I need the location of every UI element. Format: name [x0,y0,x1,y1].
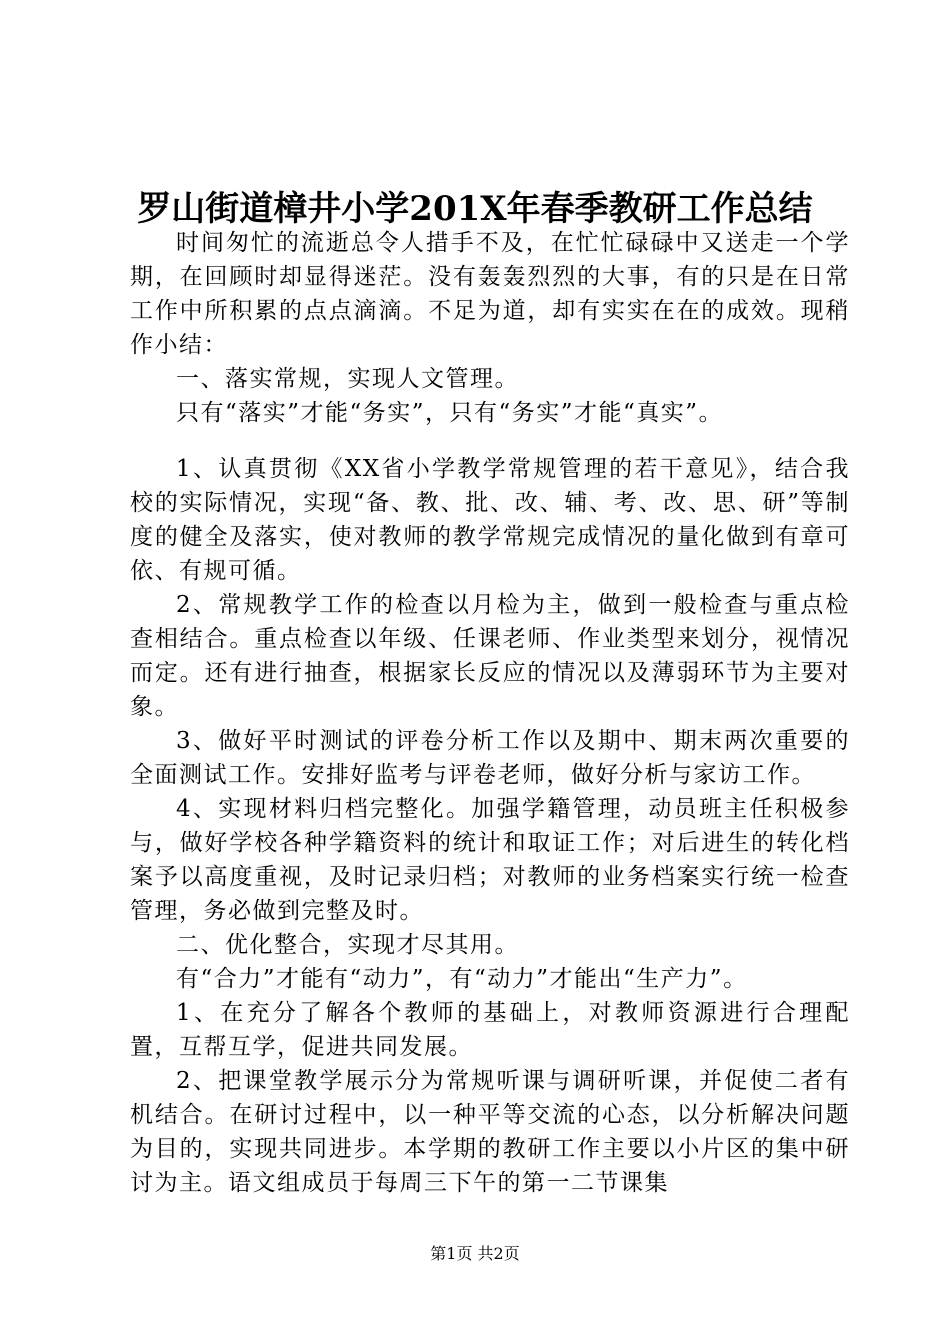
intro-paragraph: 时间匆忙的流逝总令人措手不及，在忙忙碌碌中又送走一个学期，在回顾时却显得迷茫。没有轰轰烈烈的大事，有的只是在日常工作中所积累的点点滴滴。不足为道，却有实实在在的成效。现稍作小结： [130,230,850,358]
section-heading-1: 一、落实常规，实现人文管理。 [176,366,519,392]
section-1-item-4: 4、实现材料归档完整化。加强学籍管理，动员班主任积极参与，做好学校各种学籍资料的统计和取证工作；对后进生的转化档案予以高度重视，及时记录归档；对教师的业务档案实行统一检查管理，务必做到完整及时。 [130,796,850,924]
paragraph-gap [130,430,850,452]
section-1-lead: 只有“落实”才能“务实”，只有“务实”才能“真实”。 [176,400,724,426]
page-footer: 第1页 共2页 [430,1244,520,1263]
section-2-item-2: 2、把课堂教学展示分为常规听课与调研听课，并促使二者有机结合。在研讨过程中，以一种平等交流的心态，以分析解决问题为目的，实现共同进步。本学期的教研工作主要以小片区的集中研讨为主。语文组成员于每周三下午的第一二节课集 [130,1068,850,1196]
section-1-item-1: 1、认真贯彻《XX省小学教学常规管理的若干意见》，结合我校的实际情况，实现“备、教、批、改、辅、考、改、思、研”等制度的健全及落实，使对教师的教学常规完成情况的量化做到有章可依、有规可循。 [130,456,850,584]
section-2-lead: 有“合力”才能有“动力”，有“动力”才能出“生产力”。 [176,966,748,992]
section-1-item-3: 3、做好平时测试的评卷分析工作以及期中、期末两次重要的全面测试工作。安排好监考与评卷老师，做好分析与家访工作。 [130,728,850,788]
document-body [130,226,850,1200]
section-2-item-1: 1、在充分了解各个教师的基础上，对教师资源进行合理配置，互帮互学，促进共同发展。 [130,1000,850,1060]
document-title: 罗山街道樟井小学201X年春季教研工作总结 [137,189,813,229]
section-1-item-2: 2、常规教学工作的检查以月检为主，做到一般检查与重点检查相结合。重点检查以年级、任课老师、作业类型来划分，视情况而定。还有进行抽查，根据家长反应的情况以及薄弱环节为主要对象。 [130,592,850,720]
section-heading-2: 二、优化整合，实现才尽其用。 [176,932,519,958]
